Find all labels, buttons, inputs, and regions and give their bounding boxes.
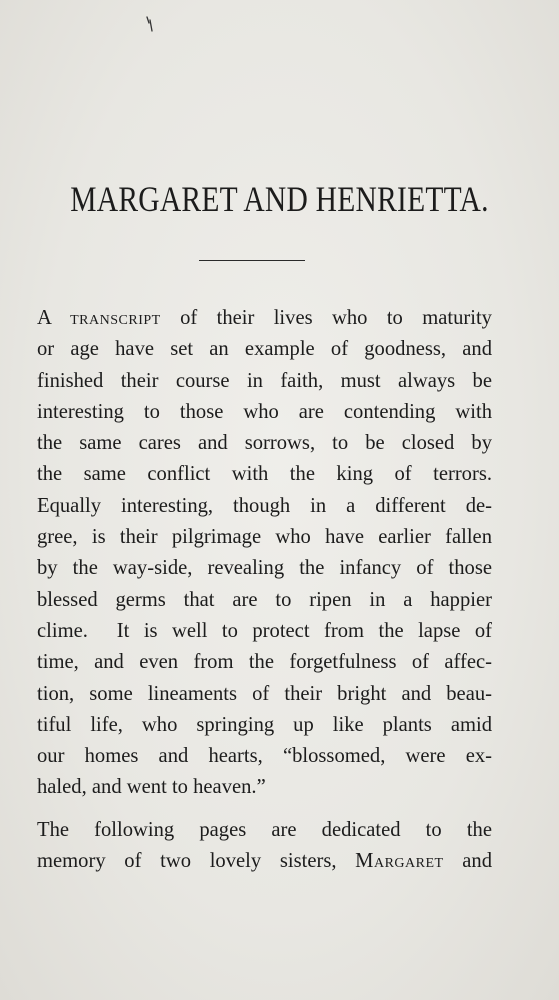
paragraph-2-line-1: The following pages are dedicated to the [37,819,492,841]
title-divider [199,260,305,261]
text-run: memory of two lovely sisters, [37,850,356,873]
paragraph-2 [37,815,492,878]
paragraph-1-line-10: blessed germs that are to ripen in a happier [37,588,492,611]
paragraph-1-line-12: time, and even from the forgetfulness of affec- [37,651,492,674]
paragraph-1-line-15: our homes and hearts, “blossomed, were ex- [37,745,492,768]
smallcaps-word: Margaret [355,850,444,873]
drop-word: A [37,307,51,329]
paragraph-1-line-1 [37,303,492,334]
text-run: and [443,850,492,873]
paragraph-1-line-16: haled, and went to heaven.” [37,776,266,799]
text-run: of their lives who to maturity [160,307,492,329]
paragraph-1-line-8: gree, is their pilgrimage who have earlier fallen [37,526,492,549]
paragraph-1-line-4: interesting to those who are contending with [37,400,492,423]
paragraph-1-line-14: tiful life, who springing up like plants amid [37,713,492,736]
paragraph-1-line-5: the same cares and sorrows, to be closed by [37,432,492,455]
paragraph-1-line-7: Equally interesting, though in a different de- [37,494,492,517]
paragraph-1 [37,303,492,804]
chapter-title: MARGARET AND HENRIETTA. [70,179,489,219]
paragraph-1-line-9: by the way-side, revealing the infancy of those [37,557,492,580]
ink-mark-icon [146,16,154,34]
paragraph-2-line-2 [37,846,492,877]
paragraph-1-line-2: or age have set an example of goodness, and [37,338,492,361]
paragraph-1-line-3: finished their course in faith, must always be [37,369,492,392]
paragraph-1-line-11: clime. It is well to protect from the lapse of [37,619,492,642]
smallcaps-word: transcript [70,307,161,329]
paragraph-1-line-13: tion, some lineaments of their bright and beau- [37,682,492,705]
paragraph-1-line-6: the same conflict with the king of terrors. [37,463,492,486]
